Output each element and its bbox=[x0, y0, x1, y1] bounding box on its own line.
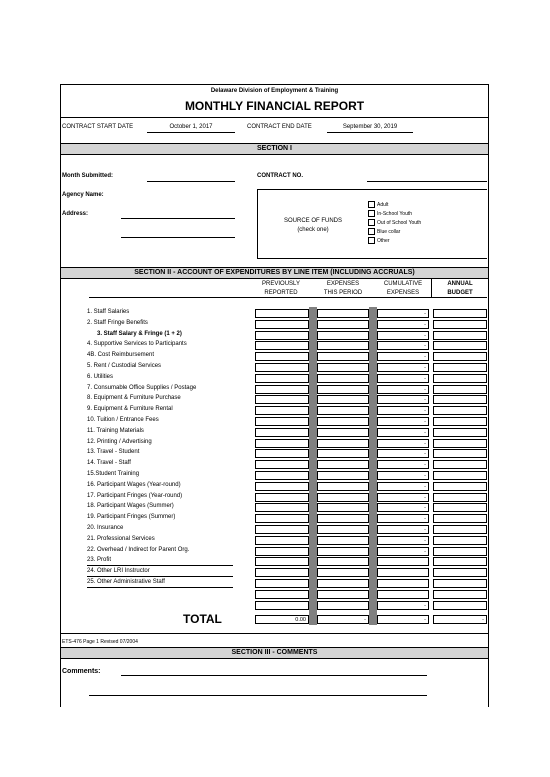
address-line-2[interactable] bbox=[121, 237, 235, 238]
line-item-label: 20. Insurance bbox=[87, 525, 124, 531]
in-school-youth-checkbox[interactable] bbox=[368, 210, 375, 217]
col-header-previously: PREVIOUSLY bbox=[262, 281, 300, 287]
contract-no-label: CONTRACT NO. bbox=[257, 173, 303, 179]
fund-option-blue-collar: Blue collar bbox=[377, 229, 401, 235]
expenses-this-period-cell[interactable] bbox=[317, 406, 369, 415]
section-3-header: SECTION III - COMMENTS bbox=[61, 647, 488, 659]
line-item-label: 3. Staff Salary & Fringe (1 + 2) bbox=[97, 330, 182, 337]
annual-budget-cell[interactable] bbox=[433, 460, 487, 469]
annual-budget-cell[interactable] bbox=[433, 568, 487, 577]
previously-reported-cell[interactable] bbox=[255, 331, 309, 340]
previously-reported-cell[interactable] bbox=[255, 439, 309, 448]
previously-reported-cell[interactable] bbox=[255, 352, 309, 361]
col-header-this-period: THIS PERIOD bbox=[323, 290, 363, 296]
expenses-this-period-cell[interactable] bbox=[317, 547, 369, 556]
cumulative-expenses-cell: - bbox=[377, 341, 429, 350]
line-item-label: 11. Training Materials bbox=[87, 427, 144, 434]
line-item-label: 25. Other Administrative Staff bbox=[87, 578, 233, 588]
expenses-this-period-cell[interactable] bbox=[317, 514, 369, 523]
expenses-this-period-cell[interactable] bbox=[317, 331, 369, 340]
agency-name-label: Agency Name: bbox=[62, 192, 104, 198]
expenses-this-period-cell[interactable] bbox=[317, 525, 369, 534]
month-submitted-field[interactable] bbox=[147, 181, 235, 182]
annual-budget-cell[interactable] bbox=[433, 331, 487, 340]
expenses-this-period-cell[interactable] bbox=[317, 385, 369, 394]
month-submitted-label: Month Submitted: bbox=[62, 173, 113, 179]
previously-reported-cell[interactable] bbox=[255, 503, 309, 512]
cumulative-expenses-cell bbox=[377, 557, 429, 566]
annual-budget-cell[interactable] bbox=[433, 579, 487, 588]
check-one-label: (check one) bbox=[297, 227, 329, 233]
previously-reported-cell[interactable] bbox=[255, 514, 309, 523]
total-expenses-this-period: - bbox=[317, 615, 369, 624]
expenses-this-period-cell[interactable] bbox=[317, 428, 369, 437]
expenses-this-period-cell[interactable] bbox=[317, 449, 369, 458]
annual-budget-cell[interactable] bbox=[433, 385, 487, 394]
previously-reported-cell[interactable] bbox=[255, 460, 309, 469]
form-id: ETS-476 Page 1 Revised 07/2004 bbox=[62, 639, 138, 645]
line-item-label: 14. Travel - Staff bbox=[87, 460, 131, 467]
line-item-label: 6. Utilities bbox=[87, 373, 114, 380]
line-item-label: 13. Travel - Student bbox=[87, 449, 140, 456]
annual-budget-cell[interactable] bbox=[433, 309, 487, 318]
annual-budget-cell[interactable] bbox=[433, 525, 487, 534]
address-label: Address: bbox=[62, 211, 89, 217]
expenses-this-period-cell[interactable] bbox=[317, 536, 369, 545]
previously-reported-cell[interactable] bbox=[255, 525, 309, 534]
cumulative-expenses-cell bbox=[377, 579, 429, 588]
fund-option-out-of-school-youth: Out of School Youth bbox=[377, 220, 422, 226]
contract-end-label: CONTRACT END DATE bbox=[247, 124, 312, 130]
total-label: TOTAL bbox=[183, 612, 222, 626]
agency-heading: Delaware Division of Employment & Training bbox=[210, 88, 339, 94]
col-header-budget: BUDGET bbox=[447, 290, 473, 296]
blank-row-cell bbox=[377, 590, 429, 599]
previously-reported-cell[interactable] bbox=[255, 482, 309, 491]
blank-row-cell[interactable] bbox=[433, 590, 487, 599]
line-item-label: 15.Student Training bbox=[87, 471, 140, 477]
gray-separator-1 bbox=[309, 307, 317, 625]
blank-row-cell: - bbox=[377, 601, 429, 610]
line-item-label: 23. Profit bbox=[87, 556, 233, 566]
fund-option-adult: Adult bbox=[377, 202, 389, 208]
cumulative-expenses-cell: - bbox=[377, 439, 429, 448]
fund-option-other: Other bbox=[377, 238, 390, 244]
expenses-this-period-cell[interactable] bbox=[317, 341, 369, 350]
annual-budget-cell[interactable] bbox=[433, 363, 487, 372]
expenses-this-period-cell[interactable] bbox=[317, 363, 369, 372]
annual-budget-cell[interactable] bbox=[433, 514, 487, 523]
source-of-funds-label: SOURCE OF FUNDS bbox=[283, 218, 342, 224]
annual-budget-cell[interactable] bbox=[433, 557, 487, 566]
expenses-this-period-cell[interactable] bbox=[317, 557, 369, 566]
section-1-header: SECTION I bbox=[61, 143, 488, 155]
line-item-label: 12. Printing / Advertising bbox=[87, 438, 152, 445]
cumulative-expenses-cell: - bbox=[377, 449, 429, 458]
expenses-this-period-cell[interactable] bbox=[317, 395, 369, 404]
expenses-this-period-cell[interactable] bbox=[317, 352, 369, 361]
blank-row-cell[interactable] bbox=[433, 601, 487, 610]
previously-reported-cell[interactable] bbox=[255, 568, 309, 577]
col-header-expenses: EXPENSES bbox=[326, 281, 360, 287]
cumulative-expenses-cell: - bbox=[377, 352, 429, 361]
blank-row-cell[interactable] bbox=[317, 601, 369, 610]
blank-row-cell[interactable] bbox=[255, 601, 309, 610]
line-item-label: 19. Participant Fringes (Summer) bbox=[87, 514, 176, 521]
annual-budget-cell[interactable] bbox=[433, 395, 487, 404]
cumulative-expenses-cell: - bbox=[377, 331, 429, 340]
cumulative-expenses-cell: - bbox=[377, 493, 429, 502]
annual-budget-cell[interactable] bbox=[433, 471, 487, 480]
line-item-label: 5. Rent / Custodial Services bbox=[87, 363, 162, 369]
previously-reported-cell[interactable] bbox=[255, 320, 309, 329]
cumulative-expenses-cell: - bbox=[377, 374, 429, 383]
cumulative-expenses-cell: - bbox=[377, 309, 429, 318]
expenses-this-period-cell[interactable] bbox=[317, 471, 369, 480]
section-2-header: SECTION II - ACCOUNT OF EXPENDITURES BY LINE ITEM (INCLUDING ACCRUALS) bbox=[61, 267, 488, 279]
annual-budget-cell[interactable] bbox=[433, 320, 487, 329]
expenses-this-period-cell[interactable] bbox=[317, 417, 369, 426]
cumulative-expenses-cell: - bbox=[377, 428, 429, 437]
cumulative-expenses-cell: - bbox=[377, 503, 429, 512]
total-cumulative-expenses: - bbox=[377, 615, 429, 624]
cumulative-expenses-cell: - bbox=[377, 406, 429, 415]
cumulative-expenses-cell: - bbox=[377, 417, 429, 426]
expenses-this-period-cell[interactable] bbox=[317, 374, 369, 383]
col-header-annual: ANNUAL bbox=[447, 281, 473, 287]
adult-checkbox[interactable] bbox=[368, 201, 375, 208]
annual-budget-cell[interactable] bbox=[433, 503, 487, 512]
line-item-label: 24. Other LRI Instructor bbox=[87, 567, 233, 577]
previously-reported-cell[interactable] bbox=[255, 547, 309, 556]
contract-start-label: CONTRACT START DATE bbox=[62, 124, 134, 130]
previously-reported-cell[interactable] bbox=[255, 374, 309, 383]
line-item-label: 17. Participant Fringes (Year-round) bbox=[87, 492, 183, 499]
line-item-label: 7. Consumable Office Supplies / Postage bbox=[87, 384, 197, 391]
comments-label: Comments: bbox=[62, 668, 101, 675]
total-annual-budget: - bbox=[433, 615, 487, 624]
previously-reported-cell[interactable] bbox=[255, 309, 309, 318]
cumulative-expenses-cell bbox=[377, 568, 429, 577]
cumulative-expenses-cell: - bbox=[377, 385, 429, 394]
annual-budget-cell[interactable] bbox=[433, 493, 487, 502]
expenses-this-period-cell[interactable] bbox=[317, 493, 369, 502]
cumulative-expenses-cell: - bbox=[377, 395, 429, 404]
expenses-this-period-cell[interactable] bbox=[317, 482, 369, 491]
annual-budget-cell[interactable] bbox=[433, 428, 487, 437]
cumulative-expenses-cell: - bbox=[377, 514, 429, 523]
annual-budget-cell[interactable] bbox=[433, 536, 487, 545]
line-item-label: 2. Staff Fringe Benefits bbox=[87, 319, 148, 326]
line-item-label: 1. Staff Salaries bbox=[87, 309, 130, 315]
expenses-this-period-cell[interactable] bbox=[317, 320, 369, 329]
cumulative-expenses-cell: - bbox=[377, 482, 429, 491]
fund-option-in-school-youth: In-School Youth bbox=[377, 211, 413, 217]
annual-budget-cell[interactable] bbox=[433, 449, 487, 458]
previously-reported-cell[interactable] bbox=[255, 417, 309, 426]
previously-reported-cell[interactable] bbox=[255, 579, 309, 588]
cumulative-expenses-cell: - bbox=[377, 536, 429, 545]
cumulative-expenses-cell: - bbox=[377, 460, 429, 469]
cumulative-expenses-cell: - bbox=[377, 547, 429, 556]
previously-reported-cell[interactable] bbox=[255, 406, 309, 415]
out-of-school-youth-checkbox[interactable] bbox=[368, 219, 375, 226]
annual-budget-cell[interactable] bbox=[433, 482, 487, 491]
other-checkbox[interactable] bbox=[368, 237, 375, 244]
expenses-this-period-cell[interactable] bbox=[317, 503, 369, 512]
previously-reported-cell[interactable] bbox=[255, 471, 309, 480]
previously-reported-cell[interactable] bbox=[255, 395, 309, 404]
line-item-label: 4B. Cost Reimbursement bbox=[87, 352, 155, 359]
expenses-this-period-cell[interactable] bbox=[317, 460, 369, 469]
line-item-label: 22. Overhead / Indirect for Parent Org. bbox=[87, 546, 190, 553]
previously-reported-cell[interactable] bbox=[255, 536, 309, 545]
cumulative-expenses-cell: - bbox=[377, 471, 429, 480]
expenses-this-period-cell[interactable] bbox=[317, 579, 369, 588]
financial-report-form bbox=[60, 84, 489, 707]
previously-reported-cell[interactable] bbox=[255, 341, 309, 350]
contract-end-value[interactable]: September 30, 2019 bbox=[342, 124, 398, 130]
cumulative-expenses-cell: - bbox=[377, 525, 429, 534]
contract-start-value[interactable]: October 1, 2017 bbox=[169, 124, 213, 130]
col-header-reported: REPORTED bbox=[264, 290, 298, 296]
expenses-this-period-cell[interactable] bbox=[317, 309, 369, 318]
annual-budget-cell[interactable] bbox=[433, 417, 487, 426]
cumulative-expenses-cell: - bbox=[377, 320, 429, 329]
col-header-cum-expenses: EXPENSES bbox=[386, 290, 420, 296]
cumulative-expenses-cell: - bbox=[377, 363, 429, 372]
expenses-this-period-cell[interactable] bbox=[317, 439, 369, 448]
blank-row-cell[interactable] bbox=[317, 590, 369, 599]
annual-budget-cell[interactable] bbox=[433, 439, 487, 448]
total-previously-reported: 0.00 bbox=[255, 615, 309, 624]
previously-reported-cell[interactable] bbox=[255, 557, 309, 566]
line-item-label: 9. Equipment & Furniture Rental bbox=[87, 406, 173, 413]
previously-reported-cell[interactable] bbox=[255, 493, 309, 502]
blue-collar-checkbox[interactable] bbox=[368, 228, 375, 235]
blank-row-cell[interactable] bbox=[255, 590, 309, 599]
line-item-label: 16. Participant Wages (Year-round) bbox=[87, 481, 181, 488]
address-line-1[interactable] bbox=[121, 218, 235, 219]
line-item-label: 4. Supportive Services to Participants bbox=[87, 341, 187, 348]
line-item-label: 21. Professional Services bbox=[87, 535, 155, 542]
annual-budget-cell[interactable] bbox=[433, 352, 487, 361]
report-title: MONTHLY FINANCIAL REPORT bbox=[184, 99, 365, 113]
annual-budget-cell[interactable] bbox=[433, 341, 487, 350]
contract-no-field[interactable] bbox=[367, 181, 487, 182]
previously-reported-cell[interactable] bbox=[255, 449, 309, 458]
line-item-label: 10. Tuition / Entrance Fees bbox=[87, 417, 159, 423]
annual-budget-cell[interactable] bbox=[433, 406, 487, 415]
annual-budget-cell[interactable] bbox=[433, 547, 487, 556]
line-item-label: 18. Participant Wages (Summer) bbox=[87, 503, 174, 510]
previously-reported-cell[interactable] bbox=[255, 428, 309, 437]
annual-budget-cell[interactable] bbox=[433, 374, 487, 383]
line-item-label: 8. Equipment & Furniture Purchase bbox=[87, 395, 181, 402]
previously-reported-cell[interactable] bbox=[255, 385, 309, 394]
gray-separator-2 bbox=[369, 307, 377, 625]
comments-line-2[interactable] bbox=[89, 695, 427, 696]
comments-line-1[interactable] bbox=[121, 675, 427, 676]
col-header-cumulative: CUMULATIVE bbox=[383, 281, 423, 287]
previously-reported-cell[interactable] bbox=[255, 363, 309, 372]
expenses-this-period-cell[interactable] bbox=[317, 568, 369, 577]
